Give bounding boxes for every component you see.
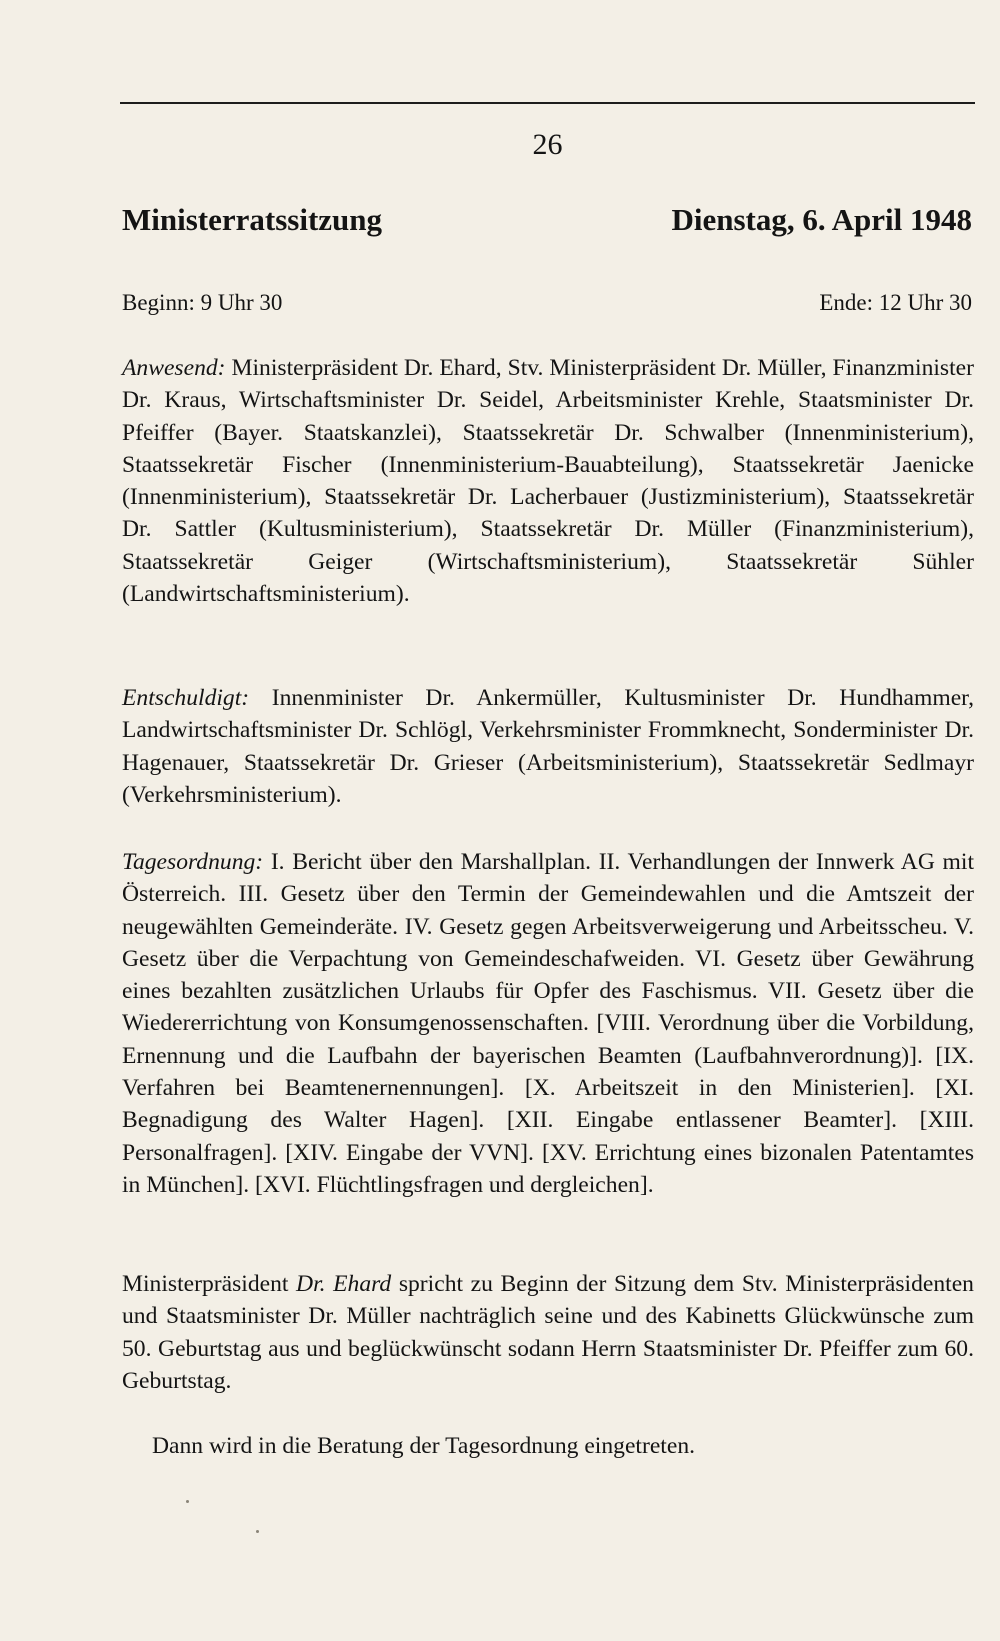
agenda-label: Tagesordnung: bbox=[122, 849, 264, 875]
congratulations-text: spricht zu Beginn der Sitzung dem Stv. Ministerpräsidenten und Staatsminister Dr. Müller nachträglich seine und des Kabinetts Glückwünsche zum 50. Geburtstag aus und beglückwünscht sodann Herrn Staatsminister Dr. Pfeiffer zum 60. Geburtstag. bbox=[122, 1271, 974, 1394]
session-date: Dienstag, 6. April 1948 bbox=[671, 202, 972, 237]
paper-speck bbox=[186, 1500, 189, 1503]
congratulations-paragraph bbox=[122, 1268, 974, 1397]
begin-time: Beginn: 9 Uhr 30 bbox=[122, 290, 283, 315]
excused-text: Innenminister Dr. Ankermüller, Kultusminister Dr. Hundhammer, Landwirtschaftsminister Dr. Schlögl, Verkehrsminister Frommknecht, Sonderminister Dr. Hagenauer, Staatssekretär Dr. Grieser (Arbeitsministerium), Staatssekretär Sedlmayr (Verkehrsministerium). bbox=[122, 685, 974, 808]
session-title: Ministerratssitzung bbox=[122, 202, 383, 237]
excused-paragraph bbox=[122, 682, 974, 811]
attendees-label: Anwesend: bbox=[122, 355, 226, 381]
congratulations-prefix: Ministerpräsident bbox=[122, 1271, 297, 1297]
page-number: 26 bbox=[532, 128, 563, 161]
session-header bbox=[122, 202, 972, 238]
agenda-paragraph bbox=[122, 846, 974, 1201]
attendees-text: Ministerpräsident Dr. Ehard, Stv. Ministerpräsident Dr. Müller, Finanzminister Dr. Kraus, Wirtschaftsminister Dr. Seidel, Arbeitsminister Krehle, Staatsminister Dr. Pfeiffer (Bayer. Staatskanzlei), Staatssekretär Dr. Schwalber (Innenministerium), Staatssekretär Fischer (Innenministerium-Bauabteilung), Staatssekretär Jaenicke (Innenministerium), Staatssekretär Dr. Lacherbauer (Justizministerium), Staatssekretär Dr. Sattler (Kultusministerium), Staatssekretär Dr. Müller (Finanzministerium), Staatssekretär Geiger (Wirtschaftsministerium), Staatssekretär Sühler (Landwirtschaftsministerium). bbox=[122, 355, 974, 608]
speaker-name: Dr. Ehard bbox=[296, 1271, 392, 1297]
agenda-text: I. Bericht über den Marshallplan. II. Verhandlungen der Innwerk AG mit Österreich. III. Gesetz über den Termin der Gemeindewahlen und die Amtszeit der neugewählten Gemeinderäte. IV. Gesetz gegen Arbeitsverweigerung und Arbeitsscheu. V. Gesetz über die Verpachtung von Gemeindeschafweiden. VI. Gesetz über Gewährung eines bezahlten zusätzlichen Urlaubs für Opfer des Faschismus. VII. Gesetz über die Wiedererrichtung von Konsumgenossenschaften. [VIII. Verordnung über die Vorbildung, Ernennung und die Laufbahn der bayerischen Beamten (Laufbahnverordnung)]. [IX. Verfahren bei Beamtenernennungen]. [X. Arbeitszeit in den Ministerien]. [XI. Begnadigung des Walter Hagen]. [XII. Eingabe entlassener Beamter]. [XIII. Personalfragen]. [XIV. Eingabe der VVN]. [XV. Errichtung eines bizonalen Patentamtes in München]. [XVI. Flüchtlingsfragen und dergleichen]. bbox=[122, 849, 974, 1198]
end-time: Ende: 12 Uhr 30 bbox=[819, 290, 972, 315]
header-rule bbox=[120, 102, 975, 104]
excused-label: Entschuldigt: bbox=[122, 685, 250, 711]
closing-paragraph: Dann wird in die Beratung der Tagesordnung eingetreten. bbox=[152, 1433, 696, 1459]
attendees-paragraph bbox=[122, 352, 974, 610]
session-times bbox=[122, 290, 972, 316]
paper-speck bbox=[256, 1530, 259, 1533]
